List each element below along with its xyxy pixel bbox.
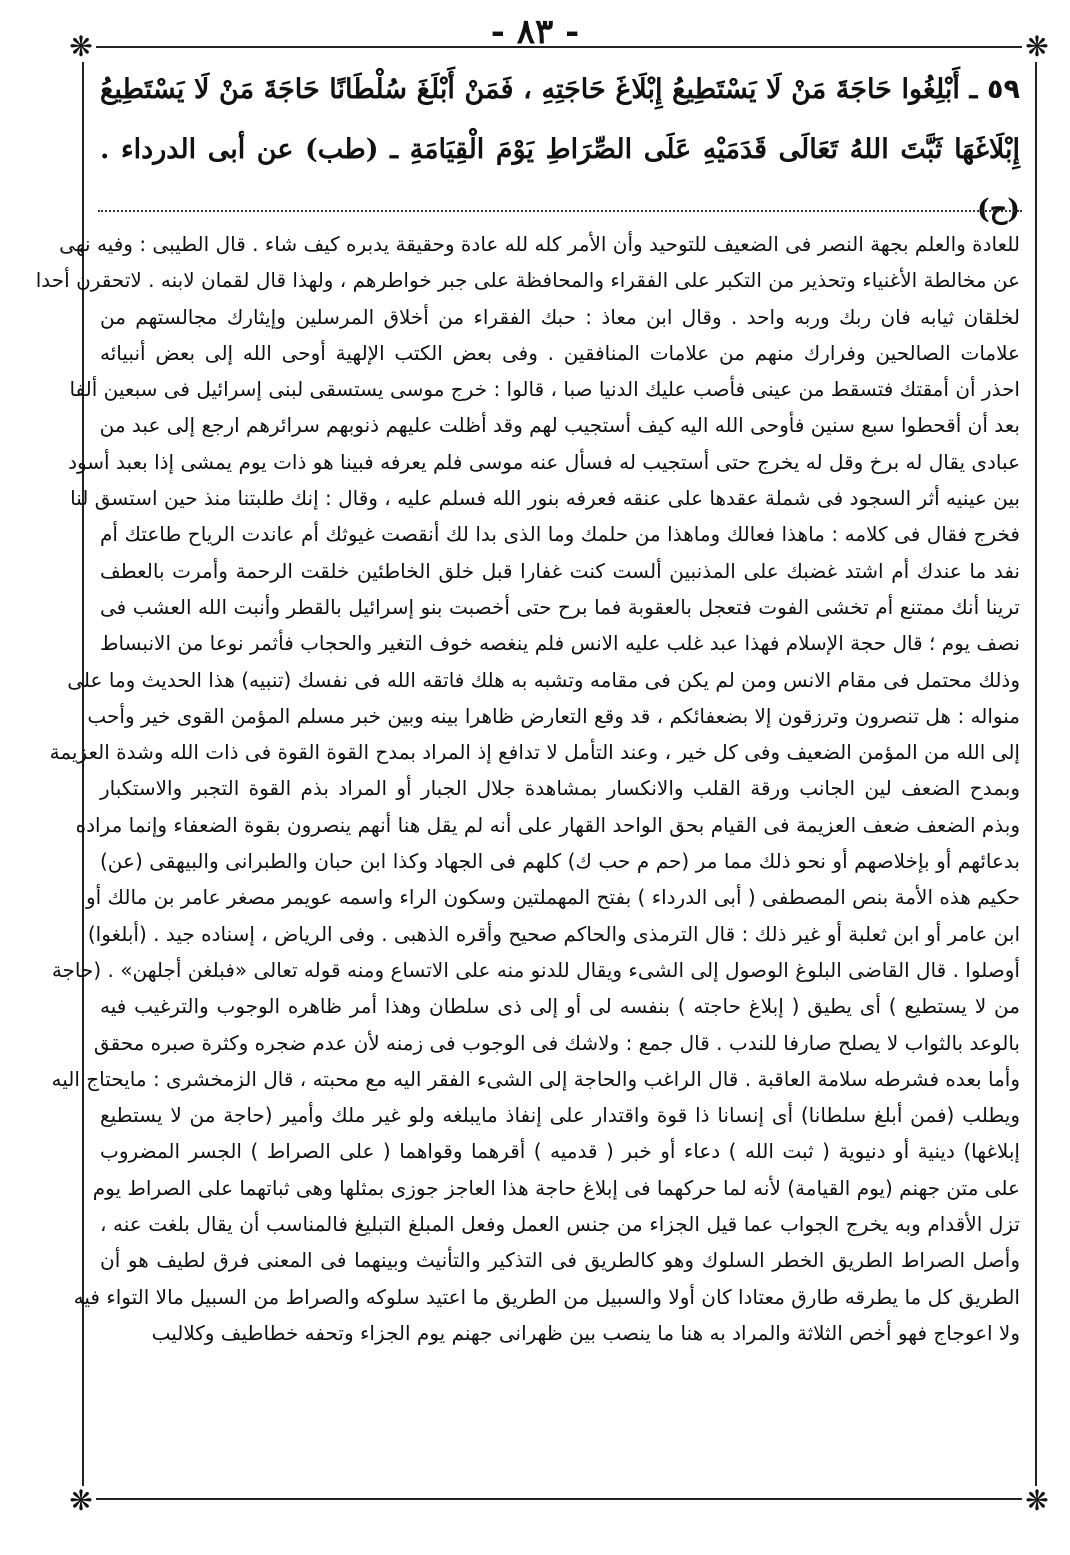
commentary-line: ابن عامر أو ابن ثعلبة أو غير ذلك : قال الترمذى والحاكم صحيح وأقره الذهبى . وفى الرياض ، إسناده جيد . (أبلغوا) [87,921,1020,946]
commentary-line: لخلقان ثيابه فان ربك وربه واحد . وقال ابن معاذ : حبك الفقراء من أخلاق المرسلين وإيثارك مجالستهم من [100,304,1020,329]
commentary-line: على متن جهنم (يوم القيامة) لأنه لما حركهما فى إبلاغ حاجة هذا العاجز جوزى بمثلها وهى ثباتهما على الصراط يوم [92,1175,1020,1200]
commentary-line: علامات الصالحين وفرارك منهم من علامات المنافقين . وفى بعض الكتب الإلهية أوحى الله إلى بعض أنبيائه [100,340,1020,365]
commentary-line: من لا يستطيع ) أى يطيق ( إبلاغ حاجته ) بنفسه لى أو إلى ذى سلطان وهذا أمر ظاهره الوجوب والترغيب فيه [100,994,1020,1019]
commentary-line: ترينا أنك ممتنع أم تخشى الفوت فتعجل بالعقوبة فما برح حتى أخصبت بنو إسرائيل بالقطر وأنبت الله العشب فى [100,594,1020,619]
commentary-line: ويطلب (فمن أبلغ سلطانا) أى إنسانا ذا قوة واقتدار على إنفاذ مايبلغه ولو غير ملك وأمير (حاجة من لا يستطيع [100,1103,1020,1128]
commentary-line: فخرج فقال فى كلامه : ماهذا فعالك وماهذا من حلمك وما الذى بدا لك أنقصت غيوثك أم عاندت الرياح طاعتك أم [100,522,1020,547]
hadith-number: ٥٩ [987,74,1021,105]
corner-ornament-icon: ❋ [66,32,96,62]
commentary-line: وأصل الصراط الطريق الخطر السلوك وهو كالطريق فى التذكير والتأنيث وبينهما فى المعنى فرق لطيف هو أن [100,1248,1020,1273]
commentary-block [35,226,1020,1488]
commentary-line: احذر أن أمقتك فتسقط من عينى فأصب عليك الدنيا صبا ، قالوا : خرج موسى يستسقى لبنى إسرائيل فى سبعين ألفا [69,377,1020,402]
commentary-line: بدعائهم أو بإخلاصهم أو نحو ذلك مما مر (حم م حب ك) كلهم فى الجهاد وكذا ابن حبان والطبرانى والبيهقى (عن) [100,849,1020,874]
dotted-divider [98,210,1022,212]
commentary-line: بعد أن أقحطوا سبع سنين فأوحى الله اليه كيف أستجيب لهم وقد أظلت عليهم ذنوبهم سرائرهم ارجع إلى عبد من [99,413,1020,438]
commentary-line: بالوعد بالثواب لا يصلح صارفا للندب . قال جمع : ولاشك فى الوجوب فى زمنه لأن عدم ضجره وكثرة صبره محقق [93,1030,1020,1055]
hadith-dash: ـ [969,74,978,105]
commentary-line: نفد ما عندك أم اشتد غضبك على المذنبين ألست كنت غفارا قبل خلق الخاطئين خلقت الرحمة وأمرت بالعطف [100,558,1020,583]
commentary-line: بين عينيه أثر السجود فى شملة عقدها على عنقه فعرفه بنور الله فسلم عليه ، وقال : إنك طلبتنا منذ حين استسق لنا [70,486,1020,511]
commentary-line: وأما بعده فشرطه سلامة العاقبة . قال الراغب والحاجة إلى الشىء الفقر اليه مع محبته ، قال الزمخشرى : مايحتاج اليه [51,1066,1020,1091]
corner-ornament-icon: ❋ [1022,1486,1052,1516]
commentary-line: عن مخالطة الأغنياء وتحذير من التكبر على الفقراء والمحافظة على جبر خواطرهم ، ولهذا قال لقمان لابنه . لاتحقرن أحدا [35,268,1020,293]
commentary-line: حكيم هذه الأمة بنص المصطفى ( أبى الدرداء ) بفتح المهملتين وسكون الراء واسمه عويمر مصغر عامر بن مالك أو [85,885,1020,910]
corner-ornament-icon: ❋ [66,1486,96,1516]
commentary-line: إبلاغها) دينية أو دنيوية ( ثبت الله ) دعاء أو خبر ( قدميه ) أقرهما وقواهما ( على الصراط ) الجسر المضروب [100,1139,1020,1164]
corner-ornament-icon: ❋ [1022,32,1052,62]
commentary-line: عبادى يقال له برخ وقل له يخرج حتى أستجيب له فسأل عنه موسى فلم يعرفه فبينا هو ذات يوم يمشى إذا بعبد أسود [68,449,1020,474]
commentary-line: وبذم الضعف ضعف العزيمة فى القيام بحق الواحد القهار على أنه لم يقل هنا أنهم ينصرون بقوة الضعفاء وإنما مراده [75,812,1020,837]
hadith-text: أَبْلِغُوا حَاجَةَ مَنْ لَا يَسْتَطِيعُ إِبْلَاغَ حَاجَتِهِ ، فَمَنْ أَبْلَغَ سُلْطَانًا حَاجَةَ مَنْ لَا يَسْتَطِيعُ إِبْلَاغَهَا ثَبَّتَ اللهُ تَعَالَى قَدَمَيْهِ عَلَى الصِّرَاطِ يَوْمَ الْقِيَامَةِ ـ (طب) عن أبى الدرداء . (ح) [100,74,1020,225]
commentary-line: للعادة والعلم بجهة النصر فى الضعيف للتوحيد وأن الأمر كله لله عادة وحقيقة يدبره كيف شاء . قال الطيبى : وفيه نهى [59,232,1020,256]
commentary-line: ولا اعوجاج فهو أخص الثلاثة والمراد به هنا ما ينصب بين ظهرانى جهنم يوم الجزاء وتحفه خطاطيف وكلاليب [151,1320,1020,1345]
commentary-line: تزل الأقدام وبه يخرج الجواب عما قيل الجزاء من جنس العمل وفعل المبلغ التبليغ فالمناسب أن يقال بلغت عنه ، [100,1212,1020,1237]
hadith-text-block [100,60,1021,225]
page-number: - ٨٣ - [490,12,580,52]
commentary-line: إلى الله من المؤمن الضعيف وفى كل خير ، وعند التأمل لا تدافع إذ المراد بمدح القوة القوة فى ذات الله وشدة العزيمة [49,740,1020,765]
commentary-line: الطريق كل ما يطرقه طارق معتادا كان أولا والسبيل من الطريق ما اعتيد سلوكه والصراط من السبيل مالا التواء فيه [73,1284,1020,1309]
commentary-line: نصف يوم ؛ قال حجة الإسلام فهذا عبد غلب عليه الانس فلم ينغصه خوف التغير والحجاب فأثمر نوعا من الانبساط [100,631,1020,656]
commentary-line: منواله : هل تنصرون وترزقون إلا بضعفائكم ، قد وقع التعارض ظاهرا بينه وبين خبر مسلم المؤمن القوى خير وأحب [87,703,1020,728]
commentary-line: وبمدح الضعف لين الجانب ورقة القلب والانكسار بمشاهدة جلال الجبار أو المراد بذم القوة التجبر والاستكبار [100,776,1020,801]
commentary-line: وذلك محتمل فى مقام الانس ومن لم يكن فى مقامه وتشبه به هلك فاتقه الله فى نفسك (تنبيه) هذا الحديث وما على [67,667,1020,692]
commentary-line: أوصلوا . قال القاضى البلوغ الوصول إلى الشىء ويقال للدنو منه على الاتساع ومنه قوله تعالى «فبلغن أجلهن» . (حاجة [51,957,1020,982]
